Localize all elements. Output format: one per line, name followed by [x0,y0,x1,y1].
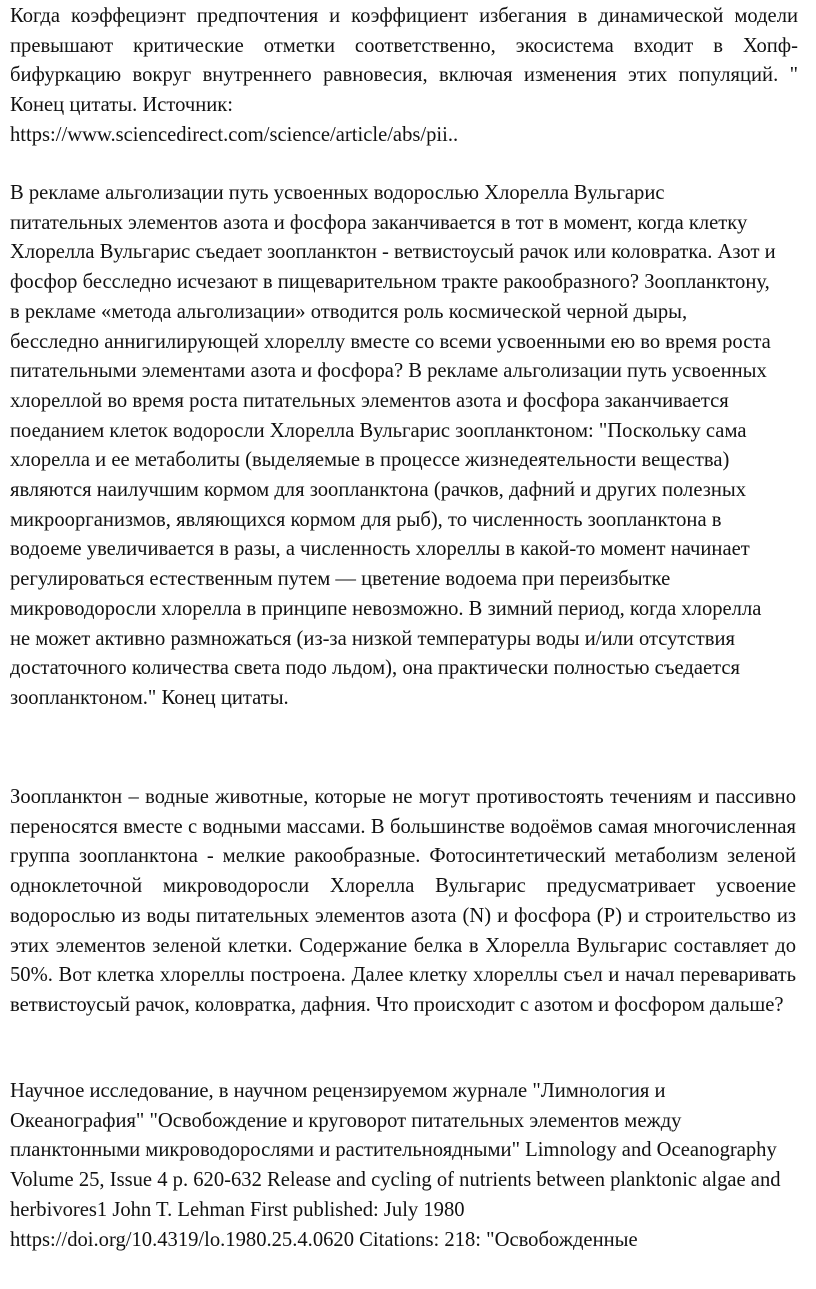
paragraph-scientific-reference: Научное исследование, в научном рецензируемом журнале "Лимнология и Океанография" "Освобождение и круговорот питательных элементов между планктонными микроводорослями и растительноядными" Limnology and Oceanography Volume 25, Issue 4 p. 620-632 Release and cycling of nutrients between planktonic algae and herbivores1 John T. Lehman First published: July 1980 https://doi.org/10.4319/lo.1980.25.4.0620 Citations: 218: "Освобожденные [10,1080,781,1251]
paragraph-text: Когда коэффециэнт предпочтения и коэффициент избегания в динамической модели превышают критические отметки соответственно, экосистема входит в Хопф-бифуркацию вокруг внутреннего равновесия, включая изменения этих популяций. " Конец цитаты. Источник: [10,5,798,117]
paragraph-hopf-bifurcation-quote [10,2,798,151]
source-url: https://www.sciencedirect.com/science/article/abs/pii.. [10,123,459,146]
paragraph-zooplankton-definition: Зоопланктон – водные животные, которые не могут противостоять течениям и пассивно переносятся вместе с водными массами. В большинстве водоёмов самая многочисленная группа зоопланктона - мелкие ракообразные. Фотосинтетический метаболизм зеленой одноклеточной микроводоросли Хлорелла Вульгарис предусматривает усвоение водорослью из воды питательных элементов азота (N) и фосфора (P) и строительство из этих элементов зеленой клетки. Содержание белка в Хлорелла Вульгарис составляет до 50%. Вот клетка хлореллы построена. Далее клетку хлореллы съел и начал переваривать ветвистоусый рачок, коловратка, дафния. Что происходит с азотом и фосфором дальше? [10,786,796,1016]
paragraph-algolization-advertising: В рекламе альголизации путь усвоенных водорослью Хлорелла Вульгарис питательных элементов азота и фосфора заканчивается в тот в момент, когда клетку Хлорелла Вульгарис съедает зоопланктон - ветвистоусый рачок или коловратка. Азот и фосфор бесследно исчезают в пищеварительном тракте ракообразного? Зоопланктону, в рекламе «метода альголизации» отводится роль космической черной дыры, бесследно аннигилирующей хлореллу вместе со всеми усвоенными ею во время роста питательными элементами азота и фосфора? В рекламе альголизации путь усвоенных хлореллой во время роста питательных элементов азота и фосфора заканчивается поеданием клеток водоросли Хлорелла Вульгарис зоопланктоном: "Поскольку сама хлорелла и ее метаболиты (выделяемые в процессе жизнедеятельности вещества) являются наилучшим кормом для зоопланктона (рачков, дафний и других полезных микроорганизмов, являющихся кормом для рыб), то численность зоопланктона в водоеме увеличивается в разы, а численность хлореллы в какой-то момент начинает регулироваться естественным путем — цветение водоема при переизбытке микроводоросли хлорелла в принципе невозможно. В зимний период, когда хлорелла не может активно размножаться (из-за низкой температуры воды и/или отсутствия достаточного количества света подо льдом), она практически полностью съедается зоопланктоном." Конец цитаты. [10,182,776,709]
